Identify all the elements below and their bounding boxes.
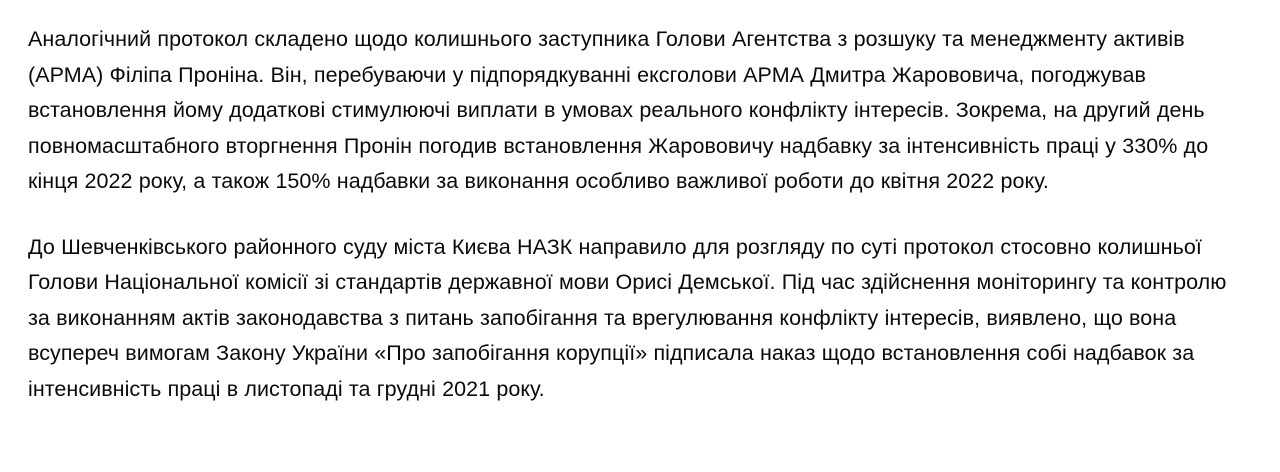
paragraph-2: До Шевченківського районного суду міста Києва НАЗК направило для розгляду по суті протокол стосовно колишньої Голови Національної комісії зі стандартів державної мови Орисі Демської. Під час здійснення моніторингу та контролю за виконанням актів законодавства з питань запобігання та врегулювання конфлікту інтересів, виявлено, що вона всупереч вимогам Закону України «Про запобігання корупції» підписала наказ щодо встановлення собі надбавок за інтенсивність праці в листопаді та грудні 2021 року. — [28, 234, 1227, 401]
article-body — [28, 22, 1252, 407]
paragraph-1: Аналогічний протокол складено щодо колишнього заступника Голови Агентства з розшуку та менеджменту активів (АРМА) Філіпа Проніна. Він, перебуваючи у підпорядкуванні ексголови АРМА Дмитра Жаровoвича, погоджував встановлення йому додаткові стимулюючі виплати в умовах реального конфлікту інтересів. Зокрема, на другий день повномасштабного вторгнення Пронін погодив встановлення Жаровoвичу надбавку за інтенсивність праці у 330% до кінця 2022 року, а також 150% надбавки за виконання особливо важливої роботи до квітня 2022 року. — [28, 27, 1209, 193]
